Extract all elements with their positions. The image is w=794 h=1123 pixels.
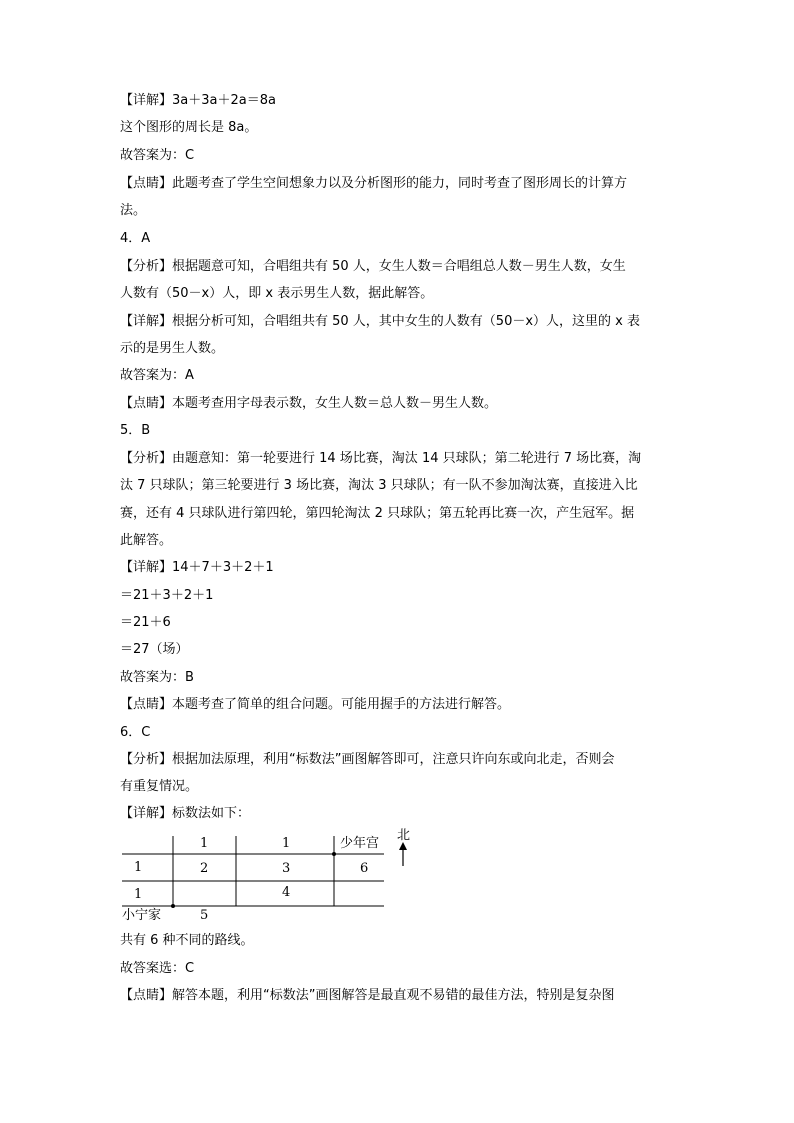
text-line: ＝21＋3＋2＋1	[120, 588, 214, 603]
grid-number: 1	[134, 860, 143, 875]
text-line: 故答案为：B	[120, 670, 194, 685]
text-line: 【分析】由题意知：第一轮要进行 14 场比赛，淘汰 14 只球队；第二轮进行 7 场比赛，淘	[120, 451, 642, 466]
start-point	[171, 904, 175, 908]
text-line: 人数有（50－x）人，即 x 表示男生人数，据此解答。	[120, 286, 434, 301]
text-line: 故答案为：A	[120, 368, 194, 383]
text-line: 汰 7 只球队；第三轮要进行 3 场比赛，淘汰 3 只球队；有一队不参加淘汰赛，直接进入比	[120, 478, 638, 493]
grid-number: 2	[200, 861, 209, 876]
question-number: 5．B	[120, 423, 151, 438]
text-line: 共有 6 种不同的路线。	[120, 933, 254, 948]
text-line: 【分析】根据加法原理，利用“标数法”画图解答即可，注意只许向东或向北走，否则会	[120, 752, 615, 767]
text-line: 故答案选：C	[120, 961, 195, 976]
grid-number: 1	[200, 836, 209, 851]
text-line: 【详解】3a＋3a＋2a＝8a	[120, 93, 276, 108]
text-line: 【详解】根据分析可知，合唱组共有 50 人，其中女生的人数有（50－x）人，这里的 x 表	[120, 314, 641, 329]
text-line: 这个图形的周长是 8a。	[120, 120, 258, 135]
text-line: 【点睛】此题考查了学生空间想象力以及分析图形的能力，同时考查了图形周长的计算方	[120, 176, 628, 191]
grid-number: 4	[282, 885, 291, 900]
north-label: 北	[397, 828, 411, 843]
text-line: 【详解】标数法如下：	[120, 806, 251, 821]
question-number: 4．A	[120, 231, 151, 246]
text-line: 【详解】14＋7＋3＋2＋1	[120, 560, 274, 575]
text-line: 故答案为：C	[120, 148, 195, 163]
start-label: 小宁家	[122, 908, 162, 921]
text-line: 此解答。	[120, 533, 173, 548]
text-line: 【点睛】本题考查用字母表示数，女生人数＝总人数－男生人数。	[120, 396, 498, 411]
text-line: 示的是男生人数。	[120, 341, 225, 356]
route-counting-diagram	[118, 826, 418, 921]
text-line: 赛，还有 4 只球队进行第四轮，第四轮淘汰 2 只球队；第五轮再比赛一次，产生冠军。据	[120, 506, 635, 521]
destination-point	[332, 852, 336, 856]
text-line: 有重复情况。	[120, 779, 199, 794]
text-line: ＝21＋6	[120, 615, 171, 630]
text-line: ＝27（场）	[120, 642, 189, 657]
text-line: 【分析】根据题意可知，合唱组共有 50 人，女生人数＝合唱组总人数－男生人数，女生	[120, 259, 626, 274]
north-arrowhead-icon	[399, 842, 407, 850]
question-number: 6．C	[120, 725, 151, 740]
text-line: 【点睛】本题考查了简单的组合问题。可能用握手的方法进行解答。	[120, 697, 511, 712]
grid-number: 6	[360, 861, 369, 876]
destination-label: 少年宫	[340, 836, 380, 851]
grid-number: 1	[134, 887, 143, 902]
grid-number: 1	[282, 836, 291, 851]
grid-number: 3	[282, 861, 291, 876]
text-line: 法。	[120, 203, 147, 218]
grid-number: 5	[200, 908, 209, 921]
text-line: 【点睛】解答本题，利用“标数法”画图解答是最直观不易错的最佳方法，特别是复杂图	[120, 988, 615, 1003]
